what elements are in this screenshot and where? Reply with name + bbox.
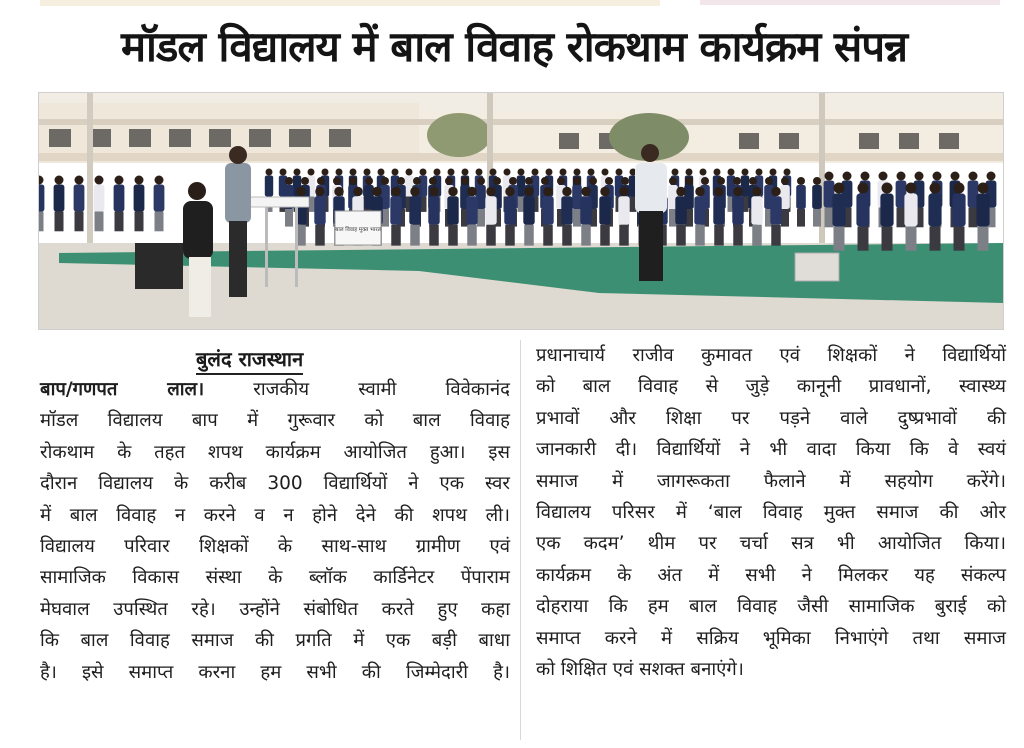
crowd-figure bbox=[429, 187, 439, 197]
crowd-figure bbox=[391, 187, 401, 197]
article-line: कार्यक्रम के अंत में सभी ने मिलकर यह संकल्प bbox=[536, 564, 1006, 586]
crowd-figure bbox=[315, 225, 325, 246]
crowd-figure bbox=[813, 209, 821, 227]
article-line: प्रभावों और शिक्षा पर पड़ने वाले दुष्प्रभावों की bbox=[536, 407, 1006, 429]
crowd-figure bbox=[930, 227, 941, 251]
crowd-figure bbox=[542, 196, 553, 225]
crowd-figure bbox=[353, 187, 363, 197]
crowd-figure bbox=[428, 196, 439, 225]
crowd-figure bbox=[448, 187, 458, 197]
crowd-figure bbox=[825, 172, 834, 181]
crowd-figure bbox=[714, 169, 721, 176]
crowd-figure bbox=[333, 177, 341, 185]
crowd-figure bbox=[467, 187, 477, 197]
crowd-figure bbox=[75, 212, 84, 232]
article-line-text: राजकीय स्वामी विवेकानंद bbox=[253, 379, 510, 400]
article-line: प्रधानाचार्य राजीव कुमावत एवं शिक्षकों ने विद्यार्थियों bbox=[536, 345, 1006, 366]
crowd-figure bbox=[477, 209, 485, 227]
crowd-figure bbox=[505, 225, 515, 246]
crowd-figure bbox=[858, 227, 869, 251]
crowd-figure bbox=[751, 196, 762, 225]
crowd-figure bbox=[882, 227, 893, 251]
crowd-figure bbox=[832, 194, 845, 227]
article-line: मेघवाल उपस्थित रहे। उन्होंने संबोधित करते हुए कहा bbox=[40, 598, 510, 620]
banner-text: बाल विवाह मुक्त भारत bbox=[335, 227, 381, 233]
crowd-figure bbox=[976, 194, 989, 227]
crowd-figure bbox=[296, 187, 306, 197]
crowd-figure bbox=[95, 176, 104, 185]
crowd-figure bbox=[581, 225, 591, 246]
crowd-figure bbox=[135, 212, 144, 232]
crowd-figure bbox=[155, 176, 164, 185]
crowd-figure bbox=[410, 225, 420, 246]
crowd-figure bbox=[429, 177, 437, 185]
crowd-figure bbox=[733, 225, 743, 246]
crowd-figure bbox=[686, 169, 693, 176]
crowd-figure bbox=[336, 169, 343, 176]
crowd-figure bbox=[317, 177, 325, 185]
crowd-figure bbox=[94, 185, 105, 212]
crowd-figure bbox=[933, 172, 942, 181]
crowd-figure bbox=[285, 177, 293, 185]
article-line: कि बाल विवाह समाज की प्रगति में एक बड़ी बाधा bbox=[40, 630, 510, 652]
crowd-figure bbox=[856, 194, 869, 227]
crowd-figure bbox=[987, 172, 996, 181]
crowd-figure bbox=[599, 196, 610, 225]
article-line: मॉडल विद्यालय बाप में गुरूवार को बाल विवाह bbox=[40, 410, 510, 432]
crowd-figure bbox=[365, 177, 373, 185]
crowd-figure bbox=[951, 172, 960, 181]
crowd-figure bbox=[562, 225, 572, 246]
crowd-figure bbox=[858, 183, 869, 194]
crowd-figure bbox=[906, 183, 917, 194]
crowd-figure bbox=[834, 227, 845, 251]
crowd-figure bbox=[504, 169, 511, 176]
crowd-figure bbox=[518, 169, 525, 176]
crowd-figure bbox=[476, 169, 483, 176]
crowd-figure bbox=[322, 169, 329, 176]
crowd-figure bbox=[543, 225, 553, 246]
crowd-figure bbox=[378, 169, 385, 176]
crowd-figure bbox=[485, 196, 496, 225]
crowd-figure bbox=[154, 185, 165, 212]
crowd-figure bbox=[581, 187, 591, 197]
crowd-figure bbox=[523, 196, 534, 225]
article-line: विद्यालय परिवार शिक्षकों के साथ-साथ ग्रामीण एवं bbox=[40, 535, 510, 557]
crowd-figure bbox=[676, 225, 686, 246]
crowd-figure bbox=[906, 227, 917, 251]
school-assembly-photo bbox=[39, 93, 1003, 329]
article-line: रोकथाम के तहत शपथ कार्यक्रम आयोजित हुआ। इस bbox=[40, 441, 510, 463]
crowd-figure bbox=[770, 196, 781, 225]
crowd-figure bbox=[675, 196, 686, 225]
crowd-figure bbox=[928, 194, 941, 227]
article-line: दोहराया कि हम बाल विवाह जैसी सामाजिक बुराई को bbox=[536, 596, 1006, 618]
crowd-figure bbox=[115, 176, 124, 185]
crowd-figure bbox=[978, 183, 989, 194]
crowd-figure bbox=[301, 177, 309, 185]
crowd-figure bbox=[39, 185, 44, 212]
crowd-figure bbox=[39, 176, 44, 185]
article-line: समाप्त करने में सक्रिय भूमिका निभाएंगे तथा समाज bbox=[536, 627, 1006, 649]
crowd-figure bbox=[114, 185, 125, 212]
crowd-figure bbox=[524, 225, 534, 246]
crowd-figure bbox=[280, 169, 287, 176]
crowd-figure bbox=[334, 187, 344, 197]
crowd-figure bbox=[781, 177, 789, 185]
crowd-figure bbox=[695, 225, 705, 246]
crowd-figure bbox=[882, 183, 893, 194]
article-line: एक कदम’ थीम पर चर्चा सत्र भी आयोजित किया। bbox=[536, 533, 1006, 555]
crowd-figure bbox=[861, 172, 870, 181]
crowd-figure bbox=[589, 177, 597, 185]
crowd-figure bbox=[742, 169, 749, 176]
crowd-figure bbox=[315, 187, 325, 197]
crowd-figure bbox=[843, 172, 852, 181]
crowd-figure bbox=[349, 177, 357, 185]
crowd-figure bbox=[390, 196, 401, 225]
crowd-figure bbox=[477, 177, 485, 185]
crowd-figure bbox=[562, 187, 572, 197]
crowd-figure bbox=[524, 187, 534, 197]
article-line: समाज में जागरूकता फैलाने में सहयोग करेंगे। bbox=[536, 470, 1006, 492]
crowd-figure bbox=[880, 194, 893, 227]
crowd-figure bbox=[915, 172, 924, 181]
crowd-figure bbox=[55, 212, 64, 232]
crowd-figure bbox=[448, 225, 458, 246]
article-line: जानकारी दी। विद्यार्थियों ने भी वादा किया कि वे स्वयं bbox=[536, 439, 1006, 461]
crowd-figure bbox=[825, 208, 834, 228]
top-strip-right bbox=[700, 0, 1000, 5]
crowd-figure bbox=[134, 185, 145, 212]
crowd-figure bbox=[619, 225, 629, 246]
crowd-figure bbox=[952, 194, 965, 227]
crowd-figure bbox=[155, 212, 164, 232]
crowd-figure bbox=[54, 185, 65, 212]
column-divider bbox=[520, 340, 521, 740]
crowd-figure bbox=[493, 177, 501, 185]
crowd-figure bbox=[429, 225, 439, 246]
article-line: दौरान विद्यालय के करीब 300 विद्यार्थियों ने एक स्वर bbox=[40, 473, 510, 495]
crowd-figure bbox=[447, 196, 458, 225]
article-line: है। इसे समाप्त करना हम सभी की जिम्मेदारी है। bbox=[40, 661, 510, 683]
crowd-figure bbox=[978, 227, 989, 251]
crowd-figure bbox=[409, 196, 420, 225]
crowd-figure bbox=[717, 177, 725, 185]
crowd-figure bbox=[733, 187, 743, 197]
byline: बुलंद राजस्थान bbox=[196, 346, 303, 375]
article-line: को शिक्षित एवं सशक्त बनाएंगे। bbox=[536, 658, 744, 680]
crowd-figure bbox=[135, 176, 144, 185]
news-photo bbox=[38, 92, 1004, 330]
crowd-figure bbox=[954, 227, 965, 251]
crowd-figure bbox=[605, 177, 613, 185]
article-line: विद्यालय परिसर में ‘बाल विवाह मुक्त समाज की ओर bbox=[536, 501, 1006, 523]
crowd-figure bbox=[752, 225, 762, 246]
crowd-figure bbox=[879, 172, 888, 181]
crowd-figure bbox=[752, 187, 762, 197]
crowd-figure bbox=[546, 169, 553, 176]
crowd-figure bbox=[728, 169, 735, 176]
crowd-figure bbox=[391, 225, 401, 246]
crowd-figure bbox=[448, 169, 455, 176]
crowd-figure bbox=[714, 187, 724, 197]
crowd-figure bbox=[969, 172, 978, 181]
crowd-figure bbox=[392, 169, 399, 176]
crowd-figure bbox=[573, 177, 581, 185]
crowd-figure bbox=[797, 177, 805, 185]
article-right-column bbox=[536, 340, 1006, 685]
crowd-figure bbox=[434, 169, 441, 176]
crowd-figure bbox=[954, 183, 965, 194]
crowd-figure bbox=[621, 177, 629, 185]
crowd-figure bbox=[466, 196, 477, 225]
crowd-figure bbox=[669, 177, 677, 185]
crowd-figure bbox=[486, 187, 496, 197]
crowd-figure bbox=[672, 169, 679, 176]
crowd-figure bbox=[616, 169, 623, 176]
crowd-figure bbox=[969, 208, 978, 228]
crowd-figure bbox=[756, 169, 763, 176]
crowd-figure bbox=[265, 176, 273, 197]
crowd-figure bbox=[397, 177, 405, 185]
crowd-figure bbox=[834, 183, 845, 194]
crowd-figure bbox=[372, 187, 382, 197]
crowd-figure bbox=[619, 187, 629, 197]
crowd-figure bbox=[39, 212, 44, 232]
crowd-figure bbox=[771, 225, 781, 246]
crowd-figure bbox=[797, 209, 805, 227]
crowd-figure bbox=[461, 177, 469, 185]
crowd-figure bbox=[517, 176, 525, 197]
crowd-figure bbox=[897, 208, 906, 228]
crowd-figure bbox=[75, 176, 84, 185]
crowd-figure bbox=[294, 169, 301, 176]
crowd-figure bbox=[765, 177, 773, 185]
crowd-figure bbox=[749, 177, 757, 185]
crowd-figure bbox=[55, 176, 64, 185]
crowd-figure bbox=[574, 169, 581, 176]
crowd-figure bbox=[685, 177, 693, 185]
crowd-figure bbox=[266, 169, 273, 176]
crowd-figure bbox=[364, 169, 371, 176]
crowd-figure bbox=[410, 187, 420, 197]
crowd-figure bbox=[381, 177, 389, 185]
crowd-figure bbox=[406, 169, 413, 176]
crowd-figure bbox=[600, 225, 610, 246]
crowd-figure bbox=[676, 187, 686, 197]
crowd-figure bbox=[694, 196, 705, 225]
crowd-figure bbox=[714, 225, 724, 246]
crowd-figure bbox=[308, 169, 315, 176]
crowd-figure bbox=[541, 177, 549, 185]
crowd-figure bbox=[733, 177, 741, 185]
crowd-figure bbox=[695, 187, 705, 197]
crowd-figure bbox=[467, 225, 477, 246]
crowd-figure bbox=[509, 177, 517, 185]
crowd-figure bbox=[602, 169, 609, 176]
crowd-figure bbox=[525, 177, 533, 185]
crowd-figure bbox=[701, 177, 709, 185]
crowd-figure bbox=[115, 212, 124, 232]
crowd-figure bbox=[732, 196, 743, 225]
crowd-figure bbox=[504, 196, 515, 225]
crowd-figure bbox=[445, 177, 453, 185]
crowd-figure bbox=[930, 183, 941, 194]
crowd-figure bbox=[781, 209, 789, 227]
top-strip bbox=[40, 0, 660, 6]
crowd-figure bbox=[413, 177, 421, 185]
headline: मॉडल विद्यालय में बाल विवाह रोकथाम कार्यक्रम संपन्न bbox=[120, 22, 908, 71]
crowd-figure bbox=[314, 196, 325, 225]
crowd-figure bbox=[95, 212, 104, 232]
crowd-figure bbox=[588, 169, 595, 176]
crowd-figure bbox=[560, 169, 567, 176]
crowd-figure bbox=[713, 196, 724, 225]
article-line: में बाल विवाह न करने व न होने देने की शपथ ली। bbox=[40, 504, 510, 526]
article-line bbox=[40, 374, 510, 405]
article-left-column bbox=[40, 374, 510, 688]
crowd-figure bbox=[700, 169, 707, 176]
crowd-figure bbox=[543, 187, 553, 197]
crowd-figure bbox=[462, 169, 469, 176]
crowd-figure bbox=[770, 169, 777, 176]
crowd-figure bbox=[897, 172, 906, 181]
crowd-figure bbox=[618, 196, 629, 225]
crowd-figure bbox=[600, 187, 610, 197]
article-line: को बाल विवाह से जुड़े कानूनी प्रावधानों, स्वास्थ्य bbox=[536, 376, 1006, 398]
crowd-figure bbox=[532, 169, 539, 176]
article-line: सामाजिक विकास संस्था के ब्लॉक कार्डिनेटर पेंपाराम bbox=[40, 567, 510, 589]
crowd-figure bbox=[505, 187, 515, 197]
crowd-figure bbox=[557, 177, 565, 185]
crowd-figure bbox=[350, 169, 357, 176]
crowd-figure bbox=[813, 177, 821, 185]
crowd-figure bbox=[784, 169, 791, 176]
crowd-figure bbox=[796, 185, 806, 209]
crowd-figure bbox=[285, 209, 293, 227]
crowd-figure bbox=[420, 169, 427, 176]
crowd-figure bbox=[812, 185, 822, 209]
crowd-figure bbox=[580, 196, 591, 225]
crowd-figure bbox=[561, 196, 572, 225]
crowd-figure bbox=[490, 169, 497, 176]
crowd-figure bbox=[771, 187, 781, 197]
crowd-figure bbox=[74, 185, 85, 212]
crowd-figure bbox=[904, 194, 917, 227]
crowd-figure bbox=[486, 225, 496, 246]
dateline: बाप/गणपत लाल। bbox=[40, 379, 205, 400]
crowd-figure bbox=[573, 209, 581, 227]
